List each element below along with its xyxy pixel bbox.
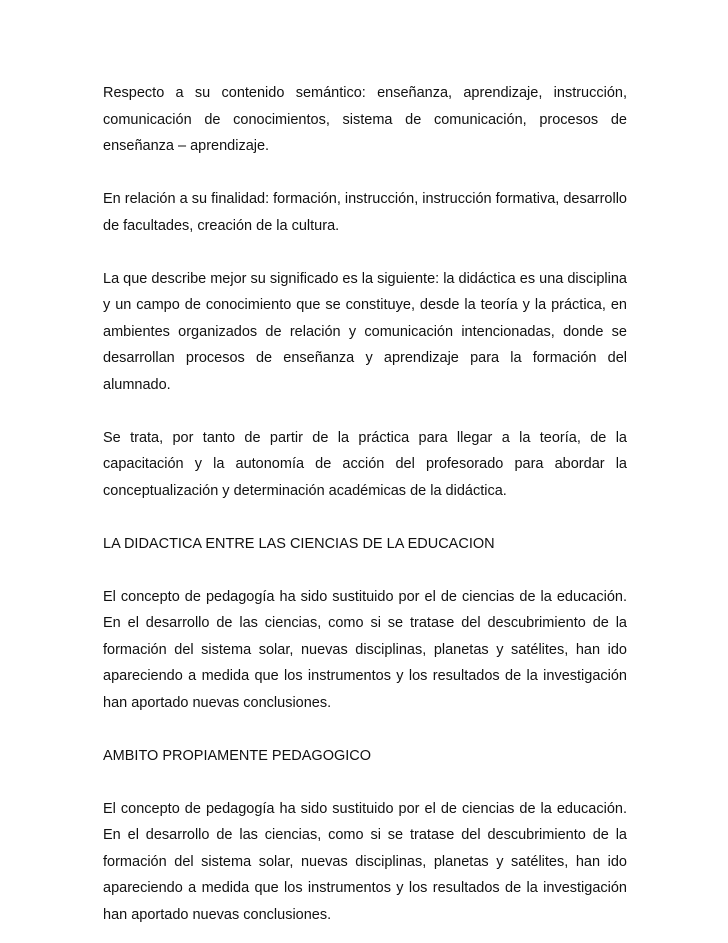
section-heading-didactica: LA DIDACTICA ENTRE LAS CIENCIAS DE LA EDUCACION xyxy=(103,535,495,552)
paragraph-purpose: En relación a su finalidad: formación, instrucción, instrucción formativa, desarrollo de facultades, creación de la cultura. xyxy=(103,191,627,234)
paragraph-pedagogy-concept-2: El concepto de pedagogía ha sido sustituido por el de ciencias de la educación. En el desarrollo de las ciencias, como si se tratase del descubrimiento de la formación del sistema solar, nuevas disciplinas, planetas y satélites, han ido apareciendo a medida que los instrumentos y los resultados de la investigación han aportado nuevas conclusiones. xyxy=(103,800,627,923)
paragraph-practice-theory: Se trata, por tanto de partir de la práctica para llegar a la teoría, de la capacitación y la autonomía de acción del profesorado para abordar la conceptualización y determinación académicas de la didáctica. xyxy=(103,429,627,499)
document-body xyxy=(103,80,627,928)
section-heading-ambito: AMBITO PROPIAMENTE PEDAGOGICO xyxy=(103,747,372,764)
paragraph-semantic-content: Respecto a su contenido semántico: enseñanza, aprendizaje, instrucción, comunicación de conocimientos, sistema de comunicación, procesos de enseñanza – aprendizaje. xyxy=(103,85,627,154)
paragraph-pedagogy-concept-1: El concepto de pedagogía ha sido sustituido por el de ciencias de la educación. En el desarrollo de las ciencias, como si se tratase del descubrimiento de la formación del sistema solar, nuevas disciplinas, planetas y satélites, han ido apareciendo a medida que los instrumentos y los resultados de la investigación han aportado nuevas conclusiones. xyxy=(103,588,627,711)
paragraph-definition: La que describe mejor su significado es la siguiente: la didáctica es una disciplina y un campo de conocimiento que se constituye, desde la teoría y la práctica, en ambientes organizados de relación y comunicación intencionadas, donde se desarrollan procesos de enseñanza y aprendizaje para la formación del alumnado. xyxy=(103,270,627,393)
